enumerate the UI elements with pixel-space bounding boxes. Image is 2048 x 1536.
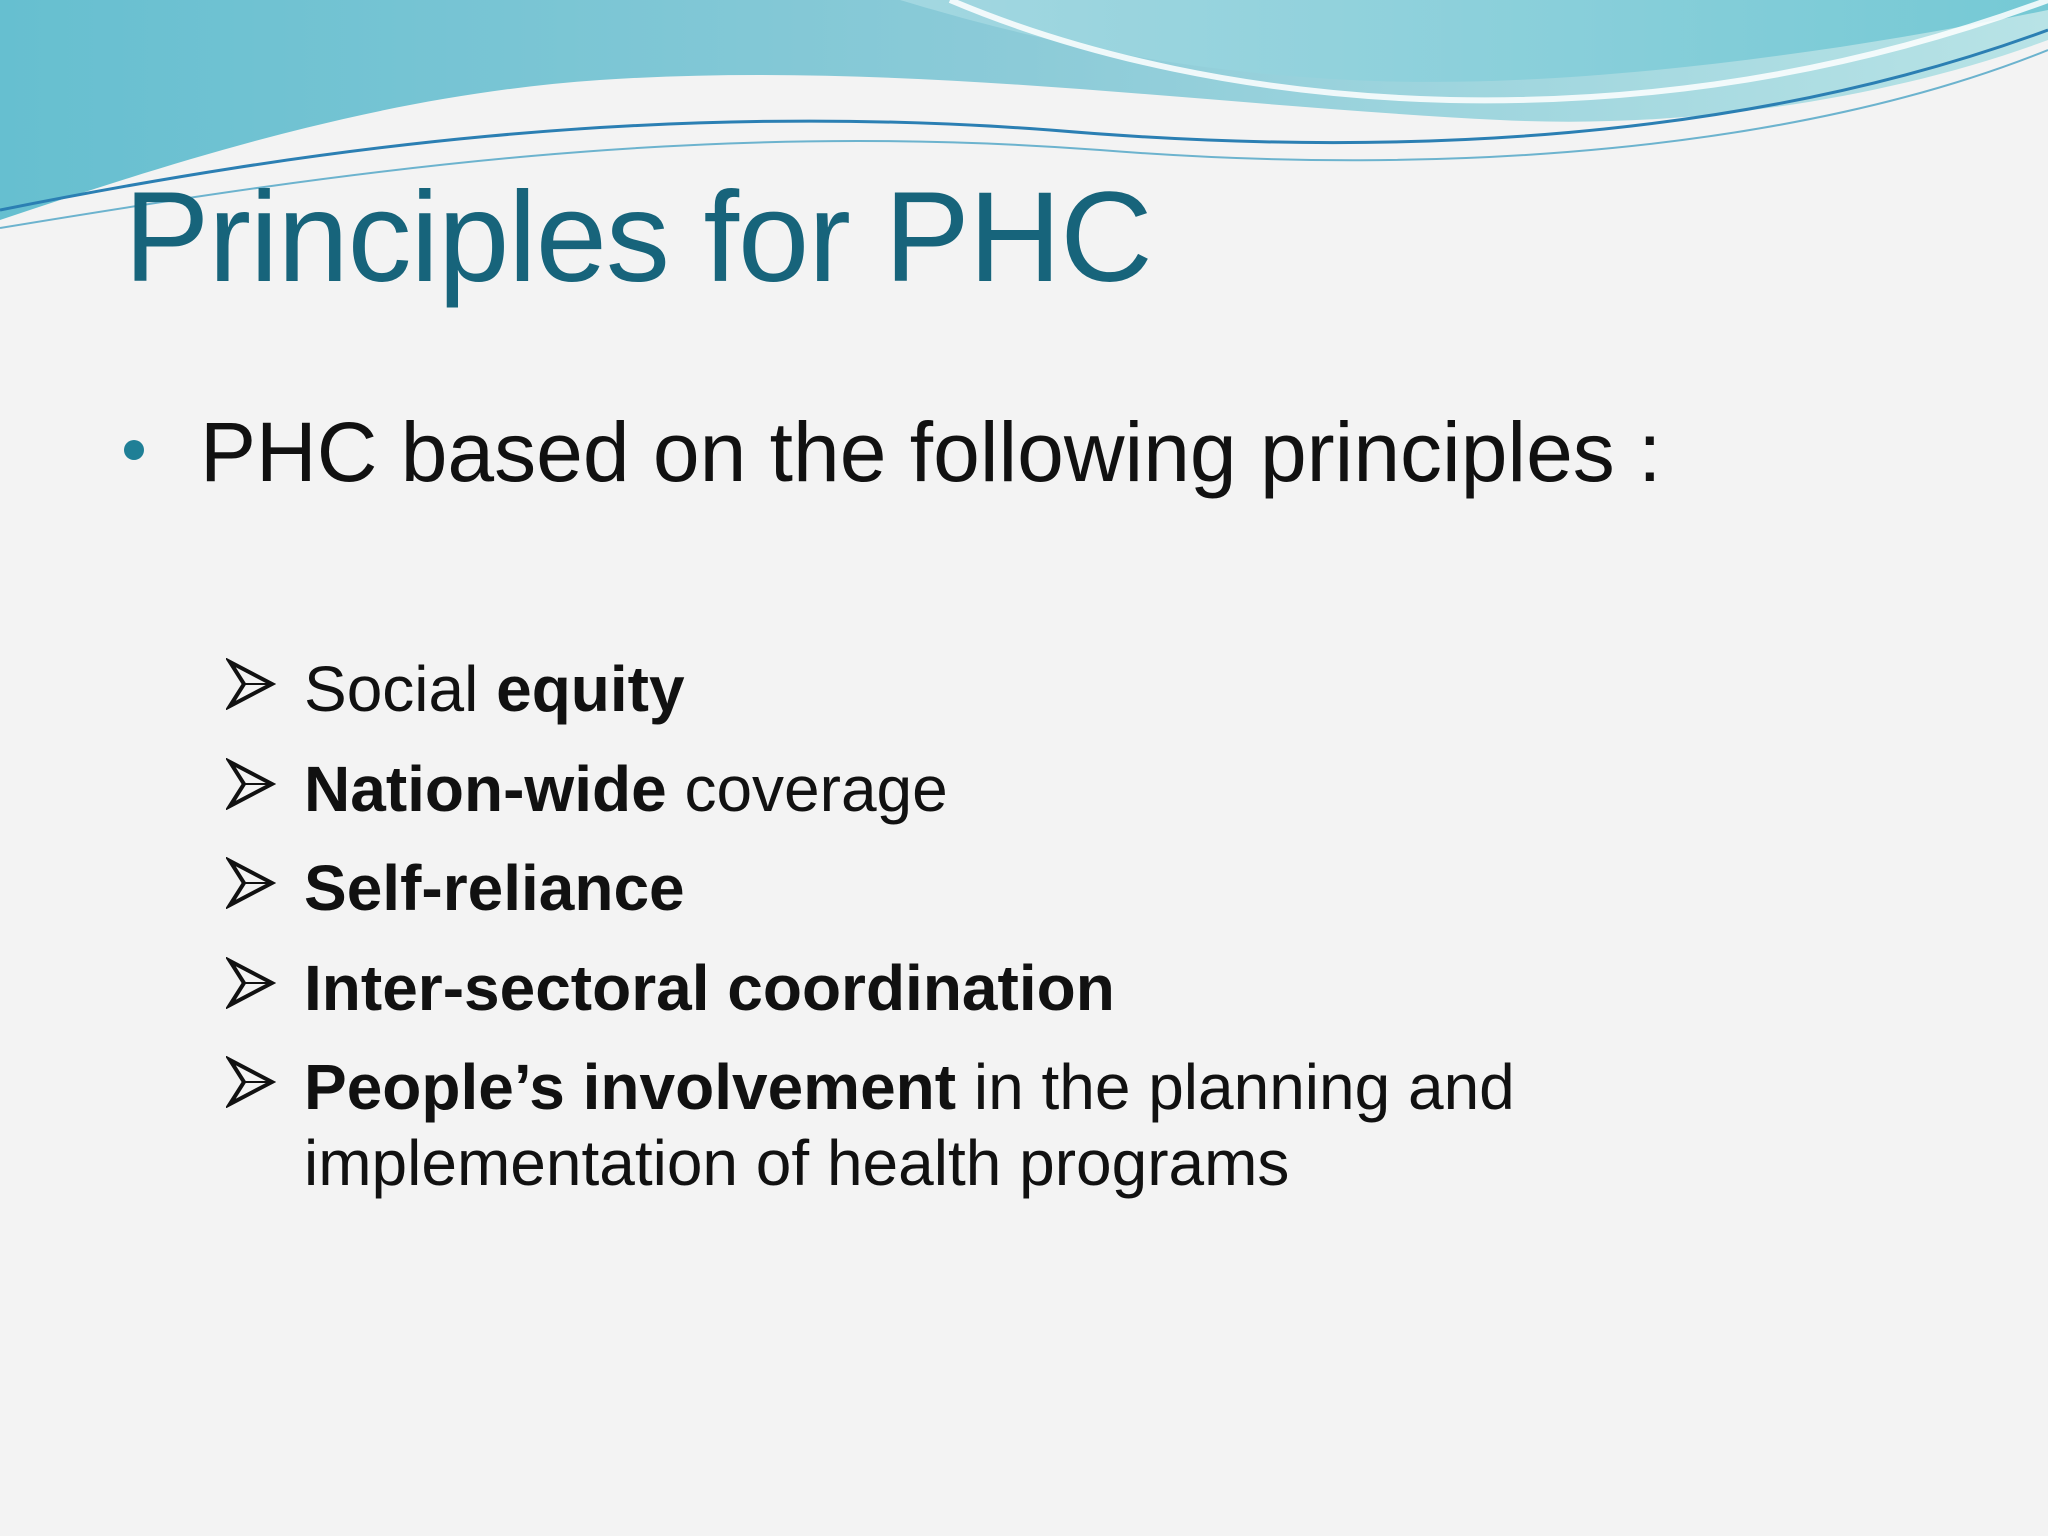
arrowhead-bullet-icon	[226, 658, 276, 710]
round-bullet-icon	[124, 440, 144, 460]
list-item-label: People’s involvement in the planning and implementation of health programs	[304, 1051, 1515, 1199]
slide-title: Principles for PHC	[124, 166, 1152, 309]
arrowhead-bullet-icon	[226, 758, 276, 810]
list-item-label: Inter-sectoral coordination	[304, 951, 1115, 1024]
list-item-label: Social equity	[304, 653, 685, 725]
arrowhead-bullet-icon	[226, 1056, 276, 1108]
list-item-label: Self-reliance	[304, 852, 685, 925]
list-item	[226, 1050, 1704, 1201]
list-item	[226, 652, 1704, 728]
list-item	[226, 752, 1704, 828]
list-item	[226, 951, 1704, 1027]
lead-bullet-line	[124, 404, 1661, 501]
principles-list	[226, 652, 1704, 1225]
list-item	[226, 851, 1704, 927]
list-item-label: Nation-wide coverage	[304, 752, 948, 825]
lead-text: PHC based on the following principles :	[200, 405, 1662, 499]
arrowhead-bullet-icon	[226, 957, 276, 1009]
arrowhead-bullet-icon	[226, 857, 276, 909]
